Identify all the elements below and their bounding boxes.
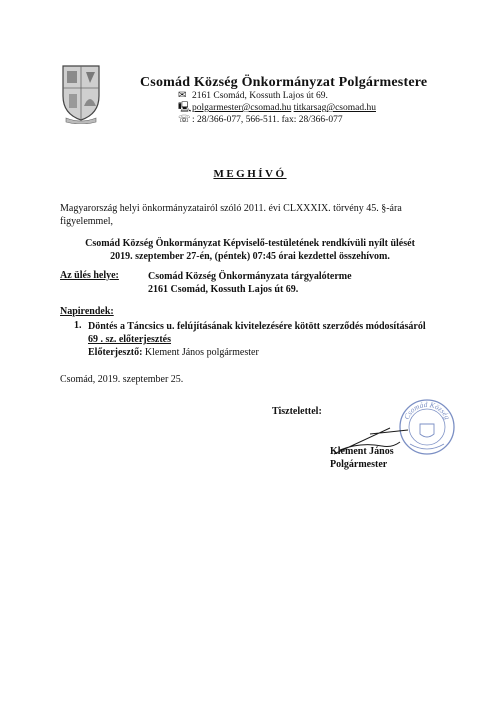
envelope-icon: ✉	[178, 90, 187, 101]
convening-line-1: Csomád Község Önkormányzat Képviselő-testületének rendkívüli nyílt ülését	[85, 238, 415, 249]
agenda-label: Napirendek:	[60, 306, 114, 317]
organization-title: Csomád Község Önkormányzat Polgármestere	[140, 75, 428, 90]
venue-line-1: Csomád Község Önkormányzata tárgyalóterme	[148, 271, 352, 282]
convening-line-2: 2019. szeptember 27-én, (péntek) 07:45 órai kezdettel összehívom.	[110, 251, 390, 262]
svg-text:Csomád Község	[402, 400, 452, 421]
address-line	[178, 90, 328, 102]
date-line: Csomád, 2019. szeptember 25.	[60, 374, 184, 385]
phone-line	[178, 114, 343, 126]
coat-of-arms-crest	[60, 62, 102, 124]
email-link-secondary[interactable]: titkarsag@csomad.hu	[293, 103, 376, 113]
document-title: MEGHÍVÓ	[213, 168, 287, 180]
email-link-main[interactable]: polgarmester@csomad.hu	[192, 103, 292, 113]
closing-regards: Tisztelettel:	[272, 406, 322, 417]
address-text: 2161 Csomád, Kossuth Lajos út 69.	[192, 91, 328, 101]
email-line	[178, 102, 376, 114]
intro-paragraph: Magyarország helyi önkormányzatairól szóló 2011. évi CLXXXIX. törvény 45. §-ára figyelemmel,	[60, 203, 402, 227]
venue-label: Az ülés helye:	[60, 270, 119, 281]
signer-title: Polgármester	[330, 459, 388, 470]
venue-line-2: 2161 Csomád, Kossuth Lajos út 69.	[148, 284, 299, 295]
stamp-text: Csomád Község	[401, 399, 453, 421]
computer-icon: 🖳	[178, 102, 192, 113]
agenda-item-number: 1.	[74, 320, 82, 331]
signer-name: Klement János	[330, 446, 394, 457]
agenda-item-presenter: Előterjesztő: Klement János polgármester	[88, 347, 259, 358]
agenda-item-reference: 69 . sz. előterjesztés	[88, 334, 172, 345]
agenda-item-title: Döntés a Táncsics u. felújításának kivitelezésére kötött szerződés módosításáról	[88, 321, 426, 332]
telephone-icon: ☏	[178, 114, 191, 125]
phone-text: : 28/366-077, 566-511. fax: 28/366-077	[192, 115, 343, 125]
